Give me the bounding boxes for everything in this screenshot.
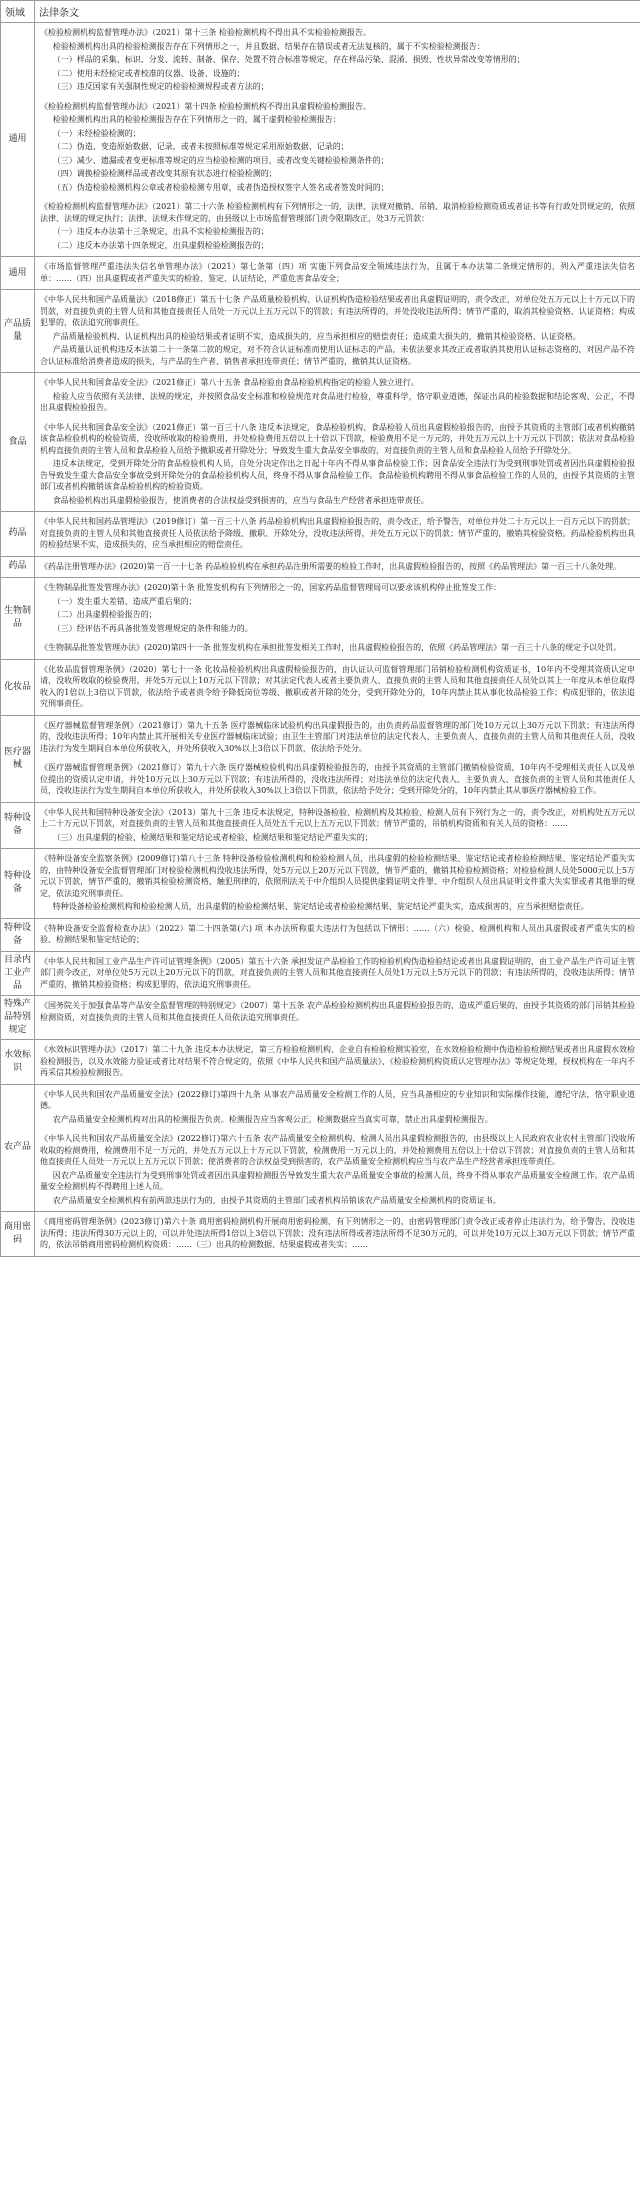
law-paragraph: 《中华人民共和国食品安全法》（2021修正）第一百三十八条 违反本法规定，食品检验机构、食品检验人员出具虚假检验报告的，由授予其资质的主管部门或者机构撤销该食品检验机构的检验资质，没收所收取的检验费用，并处检验费用五倍以上十倍以下罚款，检验费用不足一万元的，并处五万元以上十万元以下罚款；依法对食品检验机构直接负责的主管人员和食品检验人员给予撤职或者开除处分；导致发生重大食品安全事故的，对直接负责的主管人员和食品检验人员给予开除处分。 [40, 422, 635, 455]
law-paragraph: 《中华人民共和国药品管理法》（2019修订）第一百三十八条 药品检验机构出具虚假检验报告的，责令改正，给予警告，对单位并处二十万元以上一百万元以下的罚款；对直接负责的主管人员和其他直接责任人员依法给予降级、撤职、开除处分，没收违法所得，并处五万元以下的罚款；情节严重的，撤销其检验资格。药品检验机构出具的检验结果不实，造成损失的，应当承担相应的赔偿责任。 [40, 517, 635, 549]
domain-cell: 农产品 [1, 1084, 35, 1212]
law-paragraph: 产品质量认证机构违反本法第二十一条第二款的规定，对不符合认证标准而使用认证标志的产品，未依法要求其改正或者取消其使用认证标志资格的，对因产品不符合认证标准给消费者造成的损失，与产品的生产者、销售者承担连带责任；情节严重的，撤销其认证资格。 [40, 345, 635, 366]
law-paragraph: （二）违反本办法第十四条规定，出具虚假检验检测报告的； [52, 240, 269, 250]
law-paragraph: （三）经评估不再具备批签发管理规定的条件和能力的。 [52, 623, 253, 633]
table-row [1, 715, 640, 802]
paragraph-gap [40, 1127, 635, 1132]
domain-cell: 医疗器械 [1, 715, 35, 802]
law-paragraph: （三）违反国家有关强制性规定的检验检测规程或者方法的； [52, 82, 269, 91]
domain-cell: 特种设备 [1, 802, 35, 849]
law-paragraph: 《检验检测机构监督管理办法》（2021）第十四条 检验检测机构不得出具虚假检验检测报告。 [40, 101, 371, 111]
domain-cell: 目录内工业产品 [1, 951, 35, 996]
table-row [1, 556, 640, 578]
law-paragraph: 产品质量检验机构、认证机构出具的检验结果或者证明不实，造成损失的，应当承担相应的赔偿责任；造成重大损失的，撤销其检验资格、认证资格。 [52, 331, 581, 341]
law-cell [35, 1040, 640, 1085]
table-row [1, 659, 640, 715]
law-paragraph: 《国务院关于加强食品等产品安全监督管理的特别规定》（2007）第十五条 农产品检验检测机构出具虚假检验报告的，造成严重后果的，由授予其资质的部门吊销其检验检测资质，对直接负责的主管人员和其他直接责任人员依法追究刑事责任。 [40, 1001, 635, 1022]
table-row [1, 849, 640, 919]
law-paragraph: 检验检测机构出具的检验检测报告存在下列情形之一的，属于虚假检验检测报告： [52, 115, 341, 124]
domain-cell: 食品 [1, 373, 35, 512]
table-row [1, 996, 640, 1040]
domain-cell: 通用 [1, 23, 35, 257]
domain-cell: 特殊产品特别规定 [1, 996, 35, 1040]
law-paragraph: （一）发生重大差错、造成严重后果的； [52, 596, 197, 606]
law-paragraph: 《特种设备安全监督检查办法》（2022）第二十四条第(六) 项 本办法所称重大违法行为包括以下情形：……（六）检验、检测机构和人员出具虚假或者严重失实的检验、检测结果和鉴定结论的； [40, 923, 635, 944]
table-header-row [1, 1, 640, 23]
law-paragraph: 《水效标识管理办法》（2017）第二十九条 违反本办法规定，第三方检验检测机构、企业自有检验检测实验室，在水效检验检测中伪造检验检测结果或者出具虚假水效检验检测报告，以及水效能力验证或者比对结果不符合规定的，依照《中华人民共和国产品质量法》、《检验检测机构资质认定管理办法》等规定处理，授权机构在一年内不再采信其检验检测报告。 [40, 1045, 635, 1077]
law-paragraph: （一）违反本办法第十三条规定，出具不实检验检测报告的； [52, 227, 269, 236]
table-row [1, 512, 640, 557]
paragraph-gap [40, 416, 635, 421]
law-paragraph: 因农产品质量安全违法行为受到刑事处罚或者因出具虚假检测报告导致发生重大农产品质量安全事故的检测人员，终身不得从事农产品质量安全检测工作。农产品质量安全检测机构不得聘用上述人员。 [40, 1170, 635, 1191]
law-cell [35, 578, 640, 660]
law-paragraph: （五）伪造检验检测机构公章或者检验检测专用章，或者伪造授权签字人签名或者签发时间的； [52, 182, 389, 192]
law-paragraph: 《检验检测机构监督管理办法》（2021）第二十六条 检验检测机构有下列情形之一的，法律、法规对撤销、吊销、取消检验检测资质或者证书等有行政处罚规定的，依照法律、法规的规定执行；法律、法规未作规定的，由县级以上市场监督管理部门责令限期改正，处3万元罚款： [40, 202, 635, 223]
law-paragraph: 《药品注册管理办法》(2020)第一百一十七条 药品检验机构在承担药品注册所需要的检验工作时，出具虚假检验报告的，按照《药品管理法》第一百三十八条处理。 [40, 561, 622, 571]
law-paragraph: 《医疗器械监督管理条例》（2021修订）第九十五条 医疗器械临床试验机构出具虚假报告的，由负责药品监督管理的部门处10万元以上30万元以下罚款；有违法所得的，没收违法所得；10年内禁止其开展相关专业医疗器械临床试验；由卫生主管部门对违法单位的法定代表人、主要负责人、直接负责的主管人员和其他责任人员，没收违法行为发生期间自本单位所获收入，并处所获收入30%以上3倍以下罚款，依法给予处分。 [40, 720, 635, 753]
law-cell [35, 849, 640, 919]
table-row [1, 1212, 640, 1257]
law-paragraph: 《商用密码管理条例》(2023修订)第六十条 商用密码检测机构开展商用密码检测，有下列情形之一的，由密码管理部门责令改正或者停止违法行为，给予警告，没收违法所得；违法所得30万元以上的，可以并处违法所得1倍以上3倍以下罚款；没有违法所得或者违法所得不足30万元的，可以并处10万元以上30万元以下罚款；情节严重的，依法吊销商用密码检测机构资质：……（三）出具的检测数据、结果虚假或者失实；…… [40, 1217, 635, 1249]
law-paragraph: 检验检测机构出具的检验检测报告存在下列情形之一，并且数据、结果存在错误或者无法复核的，属于不实检验检测报告： [52, 41, 485, 51]
table-row [1, 1084, 640, 1212]
domain-cell: 特种设备 [1, 849, 35, 919]
table-body [1, 23, 640, 1257]
law-paragraph: 食品检验机构出具虚假检验报告，使消费者的合法权益受到损害的，应当与食品生产经营者承担连带责任。 [52, 495, 429, 505]
header-domain: 领域 [1, 1, 35, 23]
paragraph-gap [40, 636, 635, 641]
domain-cell: 通用 [1, 257, 35, 290]
paragraph-gap [40, 95, 635, 100]
domain-cell: 产品质量 [1, 290, 35, 373]
law-paragraph: 《中华人民共和国农产品质量安全法》(2022修订)第六十五条 农产品质量安全检测机构、检测人员出具虚假检测报告的，由县级以上人民政府农业农村主管部门没收所收取的检测费用，检测费用不足一万元的，并处五万元以上十万元以下罚款，检测费用一万元以上的，并处检测费用五倍以上十倍以下罚款；对直接负责的主管人员和其他直接责任人员处一万元以上五万元以下罚款；使消费者的合法权益受到损害的，农产品质量安全检测机构应当与农产品生产经营者承担连带责任。 [40, 1134, 635, 1166]
law-paragraph: （一）样品的采集、标识、分发、流转、制备、保存、处置不符合标准等规定，存在样品污染、混淆、损毁、性状异常改变等情形的； [52, 55, 525, 64]
table-row [1, 290, 640, 373]
table-row [1, 1040, 640, 1085]
law-paragraph: （二）使用未经检定或者校准的仪器、设备、设施的； [52, 68, 245, 78]
law-paragraph: 《生物制品批签发管理办法》(2020)第十条 批签发机构有下列情形之一的，国家药品监督管理局可以要求该机构停止批签发工作： [40, 583, 502, 592]
law-paragraph: 《生物制品批签发管理办法》(2020)第四十一条 批签发机构在承担批签发相关工作时，出具虚假检验报告的，依照《药品管理法》第一百三十八条的规定予以处罚。 [40, 643, 622, 652]
law-cell [35, 996, 640, 1040]
table-row [1, 951, 640, 996]
domain-cell: 特种设备 [1, 918, 35, 951]
domain-cell: 生物制品 [1, 578, 35, 660]
law-paragraph: 《中华人民共和国产品质量法》（2018修正）第五十七条 产品质量检验机构、认证机构伪造检验结果或者出具虚假证明的，责令改正，对单位处五万元以上十万元以下的罚款，对直接负责的主管人员和其他直接责任人员处一万元以上五万元以下的罚款；有违法所得的，并处没收违法所得；情节严重的，取消其检验资格、认证资格；构成犯罪的，依法追究刑事责任。 [40, 295, 635, 327]
law-cell [35, 373, 640, 512]
law-cell [35, 512, 640, 557]
law-paragraph: 《医疗器械监督管理条例》（2021修订）第九十六条 医疗器械检验机构出具虚假检验报告的，由授予其资质的主管部门撤销检验资质，10年内不受理相关责任人以及单位提出的资质认定申请，并处10万元以上30万元以下罚款；有违法所得的，没收违法所得；对违法单位的法定代表人、主要负责人、直接负责的主管人员和其他责任人员，没收违法行为发生期间自本单位所获收入，并处所获收入30%以上3倍以下罚款，依法给予处分；受到开除处分的，10年内禁止其从事医疗器械检验工作。 [40, 763, 635, 795]
law-cell [35, 23, 640, 257]
law-cell [35, 715, 640, 802]
law-paragraph: 特种设备检验检测机构和检验检测人员，出具虚假的检验检测结果、鉴定结论或者检验检测结果、鉴定结论严重失实，造成损害的，应当承担赔偿责任。 [52, 902, 589, 911]
law-paragraph: （二）出具虚假检验报告的； [52, 610, 157, 619]
table-row [1, 257, 640, 290]
law-paragraph: 《中华人民共和国农产品质量安全法》(2022修订)第四十九条 从事农产品质量安全检测工作的人员，应当具备相应的专业知识和实际操作技能，遵纪守法，恪守职业道德。 [40, 1089, 635, 1110]
paragraph-gap [40, 756, 635, 761]
law-cell [35, 1084, 640, 1212]
domain-cell: 化妆品 [1, 659, 35, 715]
table-row [1, 578, 640, 660]
law-paragraph: 《检验检测机构监督管理办法》（2021）第十三条 检验检测机构不得出具不实检验检测报告。 [40, 28, 371, 37]
law-paragraph: （一）未经检验检测的； [52, 128, 141, 138]
law-paragraph: 农产品质量安全检测机构对出具的检测报告负责。检测报告应当客观公正，检测数据应当真实可靠，禁止出具虚假检测报告。 [52, 1114, 493, 1124]
law-paragraph: 《中华人民共和国特种设备安全法》（2013）第九十三条 违反本法规定，特种设备检验、检测机构及其检验、检测人员有下列行为之一的，责令改正，对机构处五万元以上二十万元以下罚款，对直接负责的主管人员和其他直接责任人员处五千元以上五万元以下罚款；情节严重的，吊销机构资质和有关人员的资格：…… [40, 807, 635, 828]
law-cell [35, 918, 640, 951]
law-paragraph: （四）调换检验检测样品或者改变其原有状态进行检验检测的； [52, 169, 277, 178]
law-cell [35, 257, 640, 290]
domain-cell: 药品 [1, 512, 35, 557]
law-paragraph: （二）伪造、变造原始数据、记录，或者未按照标准等规定采用原始数据、记录的； [52, 142, 349, 151]
law-cell [35, 951, 640, 996]
law-paragraph: 《市场监督管理严重违法失信名单管理办法》（2021）第七条第（四）项 实施下列食品安全领域违法行为，且属于本办法第二条规定情形的，列入严重违法失信名单：……（四）出具虚假或者严重失实的检验、鉴定、认证结论，严重危害食品安全； [40, 262, 635, 283]
law-paragraph: 农产品质量安全检测机构有前两款违法行为的，由授予其资质的主管部门或者机构吊销该农产品质量安全检测机构的资质证书。 [52, 1195, 501, 1205]
law-paragraph: 违反本法规定，受到开除处分的食品检验机构人员，自处分决定作出之日起十年内不得从事食品检验工作；因食品安全违法行为受到刑事处罚或者因出具虚假检验报告导致发生重大食品安全事故受到开除处分的食品检验机构人员，终身不得从事食品检验工作。食品检验机构聘用不得从事食品检验工作的人员的，由授予其资质的主管部门或者机构撤销该食品检验机构的检验资质。 [40, 459, 635, 491]
law-cell [35, 802, 640, 849]
law-paragraph: 《中华人民共和国食品安全法》（2021修正）第八十五条 食品检验由食品检验机构指定的检验人独立进行。 [40, 378, 419, 387]
law-paragraph: 《中华人民共和国工业产品生产许可证管理条例》（2005）第五十六条 承担发证产品检验工作的检验机构伪造检验结论或者出具虚假证明的，由工业产品生产许可证主管部门责令改正，对单位处5万元以上20万元以下的罚款，对直接负责的主管人员和其他直接责任人员处1万元以上5万元以下的罚款；有违法所得的，没收违法所得；情节严重的，撤销其检验资格；构成犯罪的，依法追究刑事责任。 [40, 956, 635, 989]
domain-cell: 药品 [1, 556, 35, 578]
table-row [1, 23, 640, 257]
law-paragraph: 《特种设备安全监察条例》(2009修订)第八十三条 特种设备检验检测机构和检验检测人员，出具虚假的检验检测结果、鉴定结论或者检验检测结果、鉴定结论严重失实的，由特种设备安全监督管理部门对检验检测机构没收违法所得，处5万元以上20万元以下罚款，情节严重的，撤销其检验检测资格；对检验检测人员处5000元以上5万元以下罚款，情节严重的，撤销其检验检测资格，触犯刑律的，依照刑法关于中介组织人员提供虚假证明文件罪、中介组织人员出具证明文件重大失实罪或者其他罪的规定，依法追究刑事责任。 [40, 854, 635, 898]
domain-cell: 商用密码 [1, 1212, 35, 1257]
domain-cell: 水效标识 [1, 1040, 35, 1085]
law-paragraph: 《化妆品监督管理条例》（2020）第七十一条 化妆品检验机构出具虚假检验报告的，由认证认可监督管理部门吊销检验检测机构资质证书，10年内不受理其资质认定申请，没收所收取的检验费用，并处5万元以上10万元以下罚款；对其法定代表人或者主要负责人、直接负责的主管人员和其他直接责任人员处以其上一年度从本单位取得收入的1倍以上3倍以下罚款，依法给予或者责令给予降低岗位等级、撤职或者开除的处分，受到开除处分的，10年内禁止其从事化妆品检验工作；构成犯罪的，依法追究刑事责任。 [40, 664, 635, 708]
law-cell [35, 659, 640, 715]
table-row [1, 802, 640, 849]
law-cell [35, 290, 640, 373]
table-row [1, 373, 640, 512]
law-paragraph: （三）减少、遗漏或者变更标准等规定的应当检验检测的项目，或者改变关键检验检测条件的； [52, 155, 389, 165]
table-row [1, 918, 640, 951]
paragraph-gap [40, 195, 635, 200]
law-paragraph: 检验人应当依照有关法律、法规的规定，并按照食品安全标准和检验规范对食品进行检验，尊重科学，恪守职业道德，保证出具的检验数据和结论客观、公正，不得出具虚假检验报告。 [40, 391, 635, 412]
header-law: 法律条文 [35, 1, 640, 23]
law-paragraph: （三）出具虚假的检验、检测结果和鉴定结论或者检验、检测结果和鉴定结论严重失实的； [52, 832, 373, 842]
law-cell [35, 1212, 640, 1257]
law-cell [35, 556, 640, 578]
